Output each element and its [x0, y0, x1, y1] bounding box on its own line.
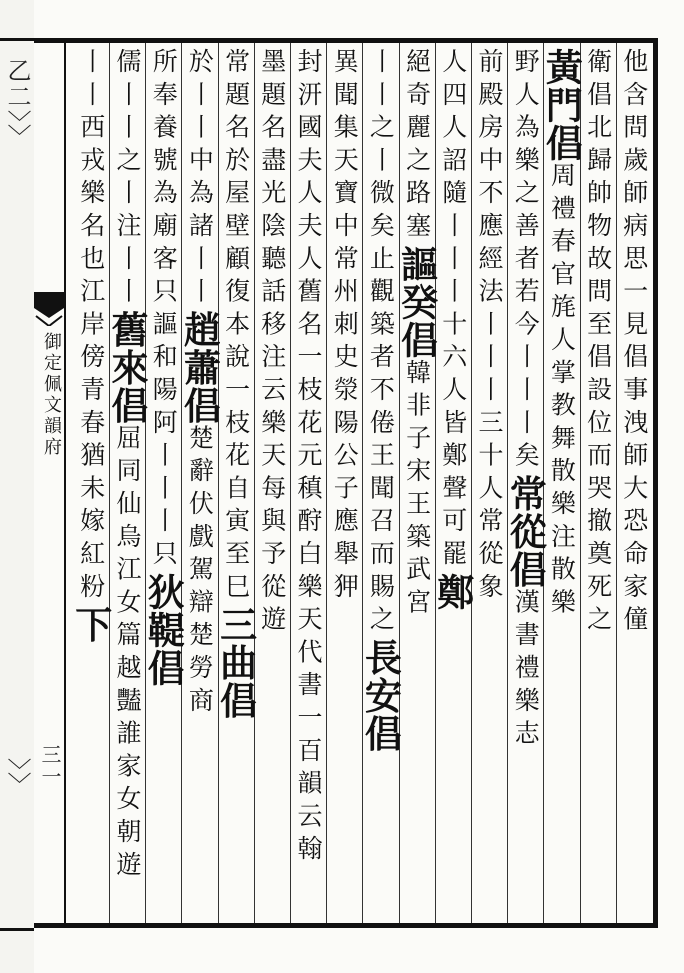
- page-number: 三一: [38, 744, 62, 788]
- entry-heading: 常從倡: [503, 474, 548, 589]
- entry-heading: 下: [68, 605, 113, 644]
- entry-heading: 舊來倡: [105, 310, 149, 425]
- fish-tail-mark-icon: [34, 292, 64, 326]
- entry-text: 儒丨丨之丨注丨丨: [113, 48, 142, 311]
- entry-text: 衛倡北歸帥物故問至倡設位而哭撤奠死之: [583, 48, 613, 639]
- entry-text: 丨丨之丨微矣: [366, 48, 396, 245]
- left-fragment-text-lower: 〉〉: [3, 758, 31, 798]
- entry-text: 墨題名盡光陰聽話移注云樂天每與予從遊: [257, 48, 287, 639]
- entry-text: 韓非子宋王築武宮: [402, 358, 432, 622]
- entry-text: 漢書禮樂志: [511, 588, 541, 753]
- entry-text: 常題名於屋壁顧復本說一枝花自寅至巳: [221, 48, 251, 606]
- entry-heading: 謳癸倡: [394, 244, 439, 359]
- entry-text: 封汧國夫人夫人舊名一枝花元稹酧白樂天代書一百韻云翰: [294, 48, 323, 868]
- entry-text: 江岸傍青春猶未嫁紅粉: [76, 277, 106, 606]
- entry-text: 絕奇麗之路塞: [402, 48, 432, 245]
- entry-text: 他含問歲師病思一見倡事洩師大恐命家僮: [619, 48, 649, 639]
- entry-text: 人四人詔隨丨丨丨十六人皆鄭聲可罷: [438, 48, 468, 573]
- entry-heading: 鄭: [430, 572, 475, 611]
- entry-text: 所奉養號為廟客: [149, 48, 179, 278]
- entry-heading: 長安倡: [358, 638, 403, 753]
- entry-text: 只謳和陽阿丨丨丨只: [149, 277, 179, 573]
- entry-text: 異聞集天寶中常州刺史滎陽公子應舉狎: [330, 48, 360, 606]
- entry-heading: 黃門倡: [539, 48, 584, 162]
- gutter-border-top: [0, 38, 34, 41]
- entry-text: 周禮春官旄人掌教舞散樂注散樂: [547, 162, 577, 622]
- torn-left-strip: [0, 0, 34, 973]
- entry-text: 止觀築者不倦王聞召而賜之: [366, 244, 396, 639]
- spine-title: 御定佩文韻府: [41, 332, 62, 458]
- spine-margin: [34, 38, 66, 928]
- entry-heading: 狄鞮倡: [141, 572, 186, 687]
- entry-text: 丨丨西戎樂名也: [76, 48, 106, 278]
- entry-text: 楚辭伏戲駕辯楚勞商: [185, 424, 215, 720]
- text-column: [69, 48, 113, 918]
- gutter-border-bottom: [0, 928, 34, 931]
- entry-heading: 趙蕭倡: [177, 310, 222, 425]
- entry-text: 前殿房中不應經法丨丨丨三十人常從象: [475, 48, 504, 606]
- entry-heading: 三曲倡: [213, 605, 258, 720]
- left-fragment-text: 乙二〉〉: [3, 58, 31, 150]
- entry-text: 野人為樂之善者若今丨丨丨矣: [511, 48, 541, 475]
- entry-text: 屈同仙烏江女篇越豔誰家女朝遊: [113, 424, 142, 884]
- entry-text: 於丨丨中為諸丨丨: [185, 48, 215, 311]
